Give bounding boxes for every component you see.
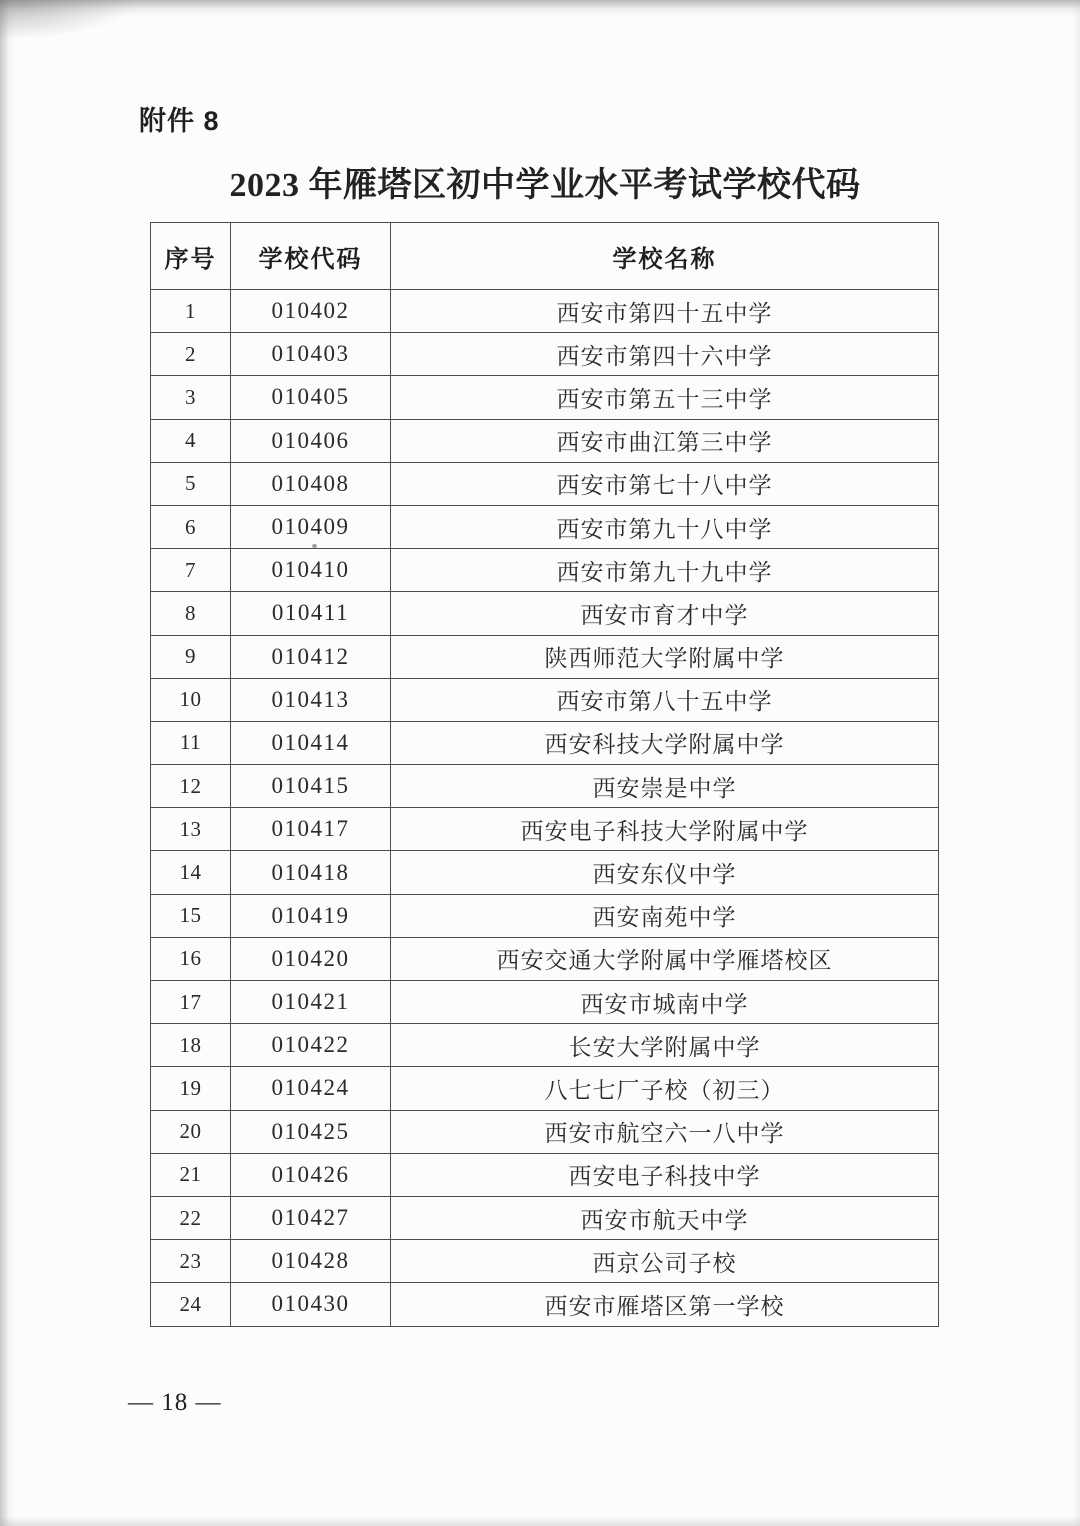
school-name-cell: 西安市第八十五中学 (391, 678, 939, 721)
scan-edge-bottom (0, 1516, 1080, 1526)
table-row (151, 678, 939, 721)
school-code-cell: 010424 (231, 1067, 391, 1110)
header-cell-serial-number: 序号 (151, 223, 231, 290)
school-name-cell: 西安东仪中学 (391, 851, 939, 894)
serial-number-cell: 19 (151, 1067, 231, 1110)
school-name-cell: 长安大学附属中学 (391, 1024, 939, 1067)
school-code-cell: 010409 (231, 505, 391, 548)
school-code-cell: 010403 (231, 333, 391, 376)
serial-number-cell: 1 (151, 290, 231, 333)
scan-edge-right (1072, 0, 1080, 1526)
serial-number-cell: 4 (151, 419, 231, 462)
table-row (151, 1153, 939, 1196)
school-name-cell: 西安市第四十五中学 (391, 290, 939, 333)
table-row (151, 1067, 939, 1110)
serial-number-cell: 12 (151, 765, 231, 808)
table-row (151, 937, 939, 980)
header-cell-school-code: 学校代码 (231, 223, 391, 290)
table-row (151, 290, 939, 333)
school-name-cell: 八七七厂子校（初三） (391, 1067, 939, 1110)
serial-number-cell: 17 (151, 981, 231, 1024)
table-row (151, 505, 939, 548)
serial-number-cell: 14 (151, 851, 231, 894)
table-row (151, 851, 939, 894)
attachment-label: 附件 8 (139, 106, 220, 136)
school-code-cell: 010420 (231, 937, 391, 980)
school-name-cell: 西安电子科技大学附属中学 (391, 808, 939, 851)
serial-number-cell: 18 (151, 1024, 231, 1067)
table-row (151, 635, 939, 678)
header-cell-school-name: 学校名称 (391, 223, 939, 290)
school-name-cell: 西安市城南中学 (391, 981, 939, 1024)
table-row (151, 1240, 939, 1283)
table-row (151, 419, 939, 462)
table-row (151, 894, 939, 937)
table-header-row (151, 223, 939, 290)
serial-number-cell: 8 (151, 592, 231, 635)
serial-number-cell: 16 (151, 937, 231, 980)
scan-speck (312, 544, 317, 548)
table-header (151, 223, 939, 290)
school-code-cell: 010415 (231, 765, 391, 808)
table-row (151, 592, 939, 635)
school-name-cell: 西安市航空六一八中学 (391, 1110, 939, 1153)
school-code-table (150, 222, 939, 1327)
serial-number-cell: 15 (151, 894, 231, 937)
serial-number-cell: 5 (151, 462, 231, 505)
school-name-cell: 西安市第五十三中学 (391, 376, 939, 419)
serial-number-cell: 21 (151, 1153, 231, 1196)
serial-number-cell: 10 (151, 678, 231, 721)
school-code-cell: 010402 (231, 290, 391, 333)
scan-edge-top (0, 0, 1080, 16)
table-row (151, 765, 939, 808)
scan-edge-left (0, 0, 15, 1526)
school-name-cell: 西安市第七十八中学 (391, 462, 939, 505)
school-code-cell: 010410 (231, 549, 391, 592)
school-name-cell: 西安崇是中学 (391, 765, 939, 808)
school-code-cell: 010412 (231, 635, 391, 678)
serial-number-cell: 23 (151, 1240, 231, 1283)
school-name-cell: 西安交通大学附属中学雁塔校区 (391, 937, 939, 980)
serial-number-cell: 22 (151, 1196, 231, 1239)
school-code-cell: 010422 (231, 1024, 391, 1067)
serial-number-cell: 24 (151, 1283, 231, 1326)
school-code-cell: 010413 (231, 678, 391, 721)
school-code-cell: 010411 (231, 592, 391, 635)
table-row (151, 333, 939, 376)
school-name-cell: 西安电子科技中学 (391, 1153, 939, 1196)
school-code-cell: 010428 (231, 1240, 391, 1283)
school-name-cell: 西京公司子校 (391, 1240, 939, 1283)
table-row (151, 808, 939, 851)
school-name-cell: 西安南苑中学 (391, 894, 939, 937)
school-name-cell: 西安市第四十六中学 (391, 333, 939, 376)
serial-number-cell: 20 (151, 1110, 231, 1153)
school-name-cell: 西安市第九十九中学 (391, 549, 939, 592)
school-name-cell: 西安市曲江第三中学 (391, 419, 939, 462)
school-code-cell: 010405 (231, 376, 391, 419)
school-code-cell: 010408 (231, 462, 391, 505)
school-name-cell: 西安市雁塔区第一学校 (391, 1283, 939, 1326)
table-row (151, 981, 939, 1024)
school-code-cell: 010418 (231, 851, 391, 894)
table-body (151, 290, 939, 1327)
school-name-cell: 西安市航天中学 (391, 1196, 939, 1239)
school-code-cell: 010426 (231, 1153, 391, 1196)
document-title: 2023 年雁塔区初中学业水平考试学校代码 (229, 167, 861, 204)
school-code-cell: 010419 (231, 894, 391, 937)
school-code-cell: 010425 (231, 1110, 391, 1153)
school-name-cell: 西安市第九十八中学 (391, 505, 939, 548)
scan-corner-shadow (0, 0, 140, 40)
school-code-cell: 010414 (231, 721, 391, 764)
table-row (151, 549, 939, 592)
table-row (151, 1024, 939, 1067)
school-name-cell: 西安科技大学附属中学 (391, 721, 939, 764)
serial-number-cell: 9 (151, 635, 231, 678)
table-row (151, 1196, 939, 1239)
table-row (151, 462, 939, 505)
page-number: — 18 — (128, 1389, 222, 1416)
school-code-cell: 010406 (231, 419, 391, 462)
table-row (151, 1110, 939, 1153)
serial-number-cell: 13 (151, 808, 231, 851)
school-name-cell: 西安市育才中学 (391, 592, 939, 635)
table-row (151, 376, 939, 419)
school-name-cell: 陕西师范大学附属中学 (391, 635, 939, 678)
serial-number-cell: 2 (151, 333, 231, 376)
school-code-cell: 010430 (231, 1283, 391, 1326)
serial-number-cell: 6 (151, 505, 231, 548)
school-code-cell: 010427 (231, 1196, 391, 1239)
table-row (151, 1283, 939, 1326)
serial-number-cell: 11 (151, 721, 231, 764)
table-row (151, 721, 939, 764)
school-code-cell: 010417 (231, 808, 391, 851)
serial-number-cell: 7 (151, 549, 231, 592)
serial-number-cell: 3 (151, 376, 231, 419)
school-code-cell: 010421 (231, 981, 391, 1024)
